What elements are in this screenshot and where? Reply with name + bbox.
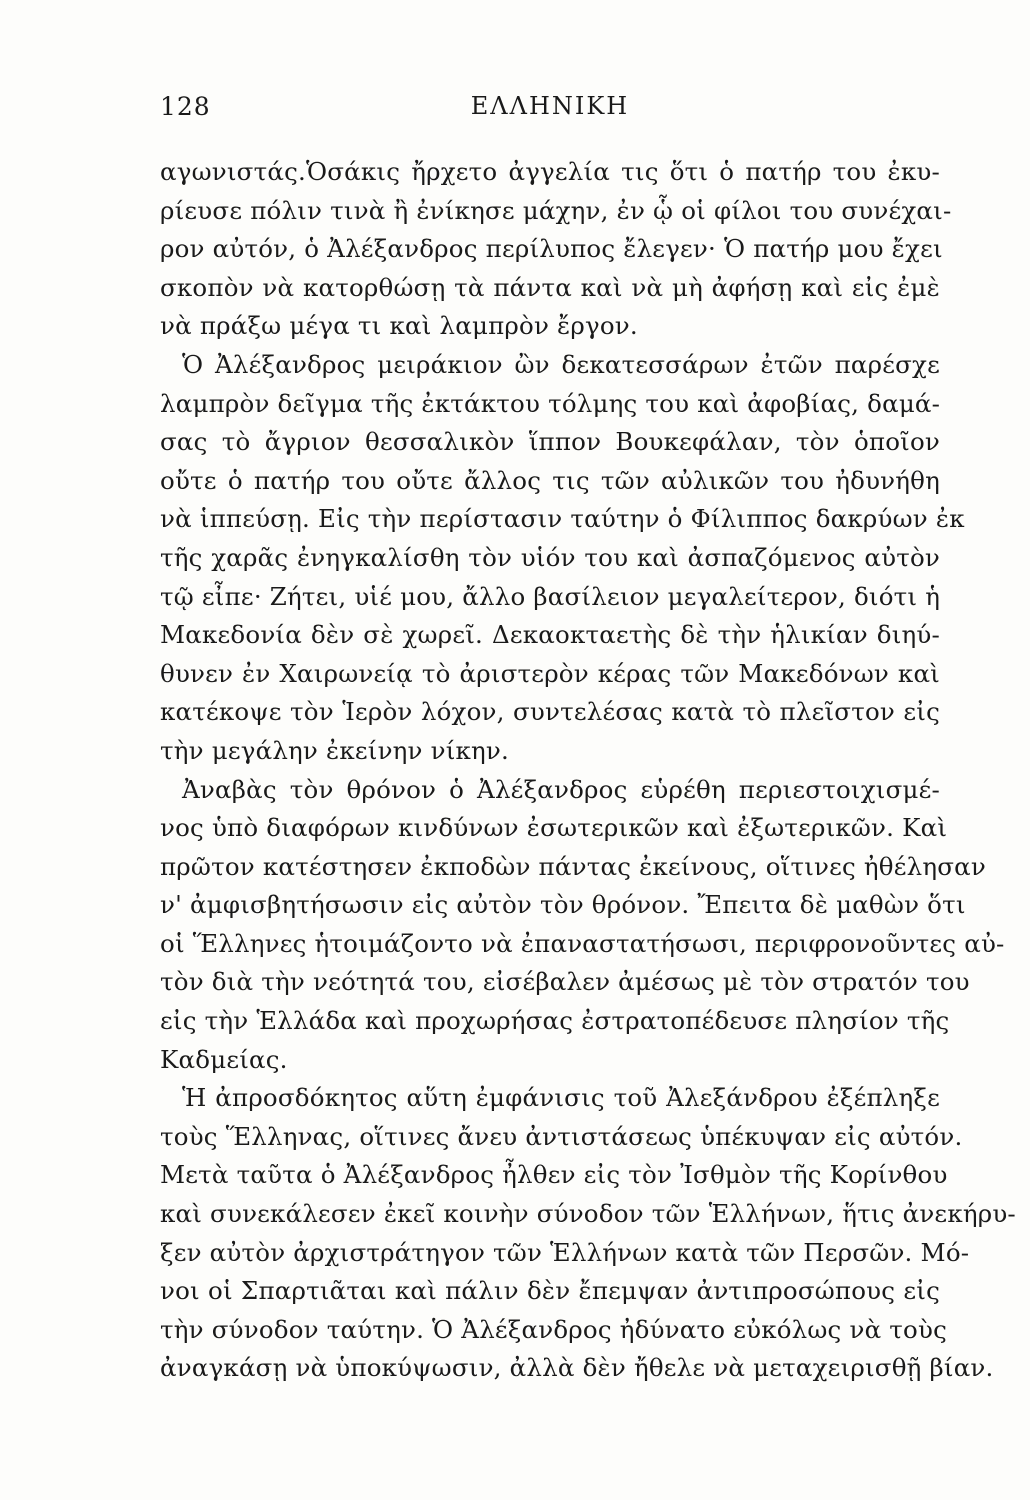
page-number: 128 (160, 92, 211, 121)
text-line: πρῶτον κατέστησεν ἐκποδὼν πάντας ἐκείνους, οἵτινες ἠθέλησαν (160, 851, 986, 881)
text-line: νὰ ἱππεύσῃ. Εἰς τὴν περίστασιν ταύτην ὁ Φίλιππος δακρύων ἐκ (160, 504, 965, 534)
text-line: τοὺς Ἕλληνας, οἵτινες ἄνευ ἀντιστάσεως ὑπέκυψαν εἰς αὐτόν. (160, 1121, 963, 1151)
body-text (160, 153, 1016, 1388)
page-header (160, 92, 940, 132)
text-line: νοι οἱ Σπαρτιᾶται καὶ πάλιν δὲν ἔπεμψαν ἀντιπροσώπους εἰς (160, 1276, 940, 1306)
text-line: ξεν αὐτὸν ἀρχιστράτηγον τῶν Ἑλλήνων κατὰ τῶν Περσῶν. Μό- (160, 1237, 970, 1267)
text-line: νος ὑπὸ διαφόρων κινδύνων ἐσωτερικῶν καὶ ἐξωτερικῶν. Καὶ (160, 813, 948, 843)
text-line: τὴν σύνοδον ταύτην. Ὁ Ἀλέξανδρος ἠδύνατο εὐκόλως νὰ τοὺς (160, 1314, 948, 1344)
text-line: Ἀναβὰς τὸν θρόνον ὁ Ἀλέξανδρος εὑρέθη περιεστοιχισμέ- (182, 774, 940, 804)
text-line: νὰ πράξω μέγα τι καὶ λαμπρὸν ἔργον. (160, 311, 638, 341)
text-line: τῷ εἶπε· Ζήτει, υἱέ μου, ἄλλο βασίλειον μεγαλείτερον, διότι ἡ (160, 581, 941, 611)
text-line: θυνεν ἐν Χαιρωνείᾳ τὸ ἀριστερὸν κέρας τῶν Μακεδόνων καὶ (160, 658, 940, 688)
text-line: λαμπρὸν δεῖγμα τῆς ἐκτάκτου τόλμης του καὶ ἀφοβίας, δαμά- (160, 388, 941, 418)
text-line: ἀναγκάσῃ νὰ ὑποκύψωσιν, ἀλλὰ δὲν ἤθελε νὰ μεταχειρισθῇ βίαν. (160, 1353, 994, 1383)
text-line: Καδμείας. (160, 1044, 288, 1074)
text-line: εἰς τὴν Ἑλλάδα καὶ προχωρήσας ἐστρατοπέδευσε πλησίον τῆς (160, 1006, 950, 1036)
text-line: αγωνιστάς.Ὁσάκις ἤρχετο ἀγγελία τις ὅτι ὁ πατήρ του ἐκυ- (160, 157, 940, 186)
text-line: ρον αὐτόν, ὁ Ἀλέξανδρος περίλυπος ἔλεγεν· Ὁ πατήρ μου ἔχει (160, 234, 943, 264)
running-title: ΕΛΛΗΝΙΚΗ (470, 92, 630, 120)
text-line: τὸν διὰ τὴν νεότητά του, εἰσέβαλεν ἀμέσως μὲ τὸν στρατόν του (160, 967, 970, 997)
text-line: κατέκοψε τὸν Ἱερὸν λόχον, συντελέσας κατὰ τὸ πλεῖστον εἰς (160, 697, 940, 727)
text-line: Ὁ Ἀλέξανδρος μειράκιον ὢν δεκατεσσάρων ἐτῶν παρέσχε (182, 349, 940, 379)
text-line: τῆς χαρᾶς ἐνηγκαλίσθη τὸν υἱόν του καὶ ἀσπαζόμενος αὐτὸν (160, 542, 940, 572)
text-line: Μακεδονία δὲν σὲ χωρεῖ. Δεκαοκταετὴς δὲ τὴν ἡλικίαν διηύ- (160, 620, 940, 650)
text-line: ρίευσε πόλιν τινὰ ἢ ἐνίκησε μάχην, ἐν ᾧ οἱ φίλοι του συνέχαι- (160, 195, 952, 225)
text-line: Ἡ ἀπροσδόκητος αὕτη ἐμφάνισις τοῦ Ἀλεξάνδρου ἐξέπληξε (182, 1083, 940, 1113)
text-line: τὴν μεγάλην ἐκείνην νίκην. (160, 735, 509, 765)
text-line: οἱ Ἕλληνες ἡτοιμάζοντο νὰ ἐπαναστατήσωσι, περιφρονοῦντες αὐ- (160, 928, 1005, 958)
text-line: σκοπὸν νὰ κατορθώσῃ τὰ πάντα καὶ νὰ μὴ ἀφήσῃ καὶ εἰς ἐμὲ (160, 272, 940, 302)
text-line: Μετὰ ταῦτα ὁ Ἀλέξανδρος ἦλθεν εἰς τὸν Ἰσθμὸν τῆς Κορίνθου (160, 1160, 948, 1190)
text-line: σας τὸ ἄγριον θεσσαλικὸν ἵππον Βουκεφάλαν, τὸν ὁποῖον (160, 427, 940, 457)
text-line: ν' ἀμφισβητήσωσιν εἰς αὐτὸν τὸν θρόνον. Ἔπειτα δὲ μαθὼν ὅτι (160, 890, 966, 920)
text-line: καὶ συνεκάλεσεν ἐκεῖ κοινὴν σύνοδον τῶν Ἑλλήνων, ἥτις ἀνεκήρυ- (160, 1199, 1016, 1229)
text-line: οὔτε ὁ πατήρ του οὔτε ἄλλος τις τῶν αὐλικῶν του ἠδυνήθη (160, 465, 940, 495)
